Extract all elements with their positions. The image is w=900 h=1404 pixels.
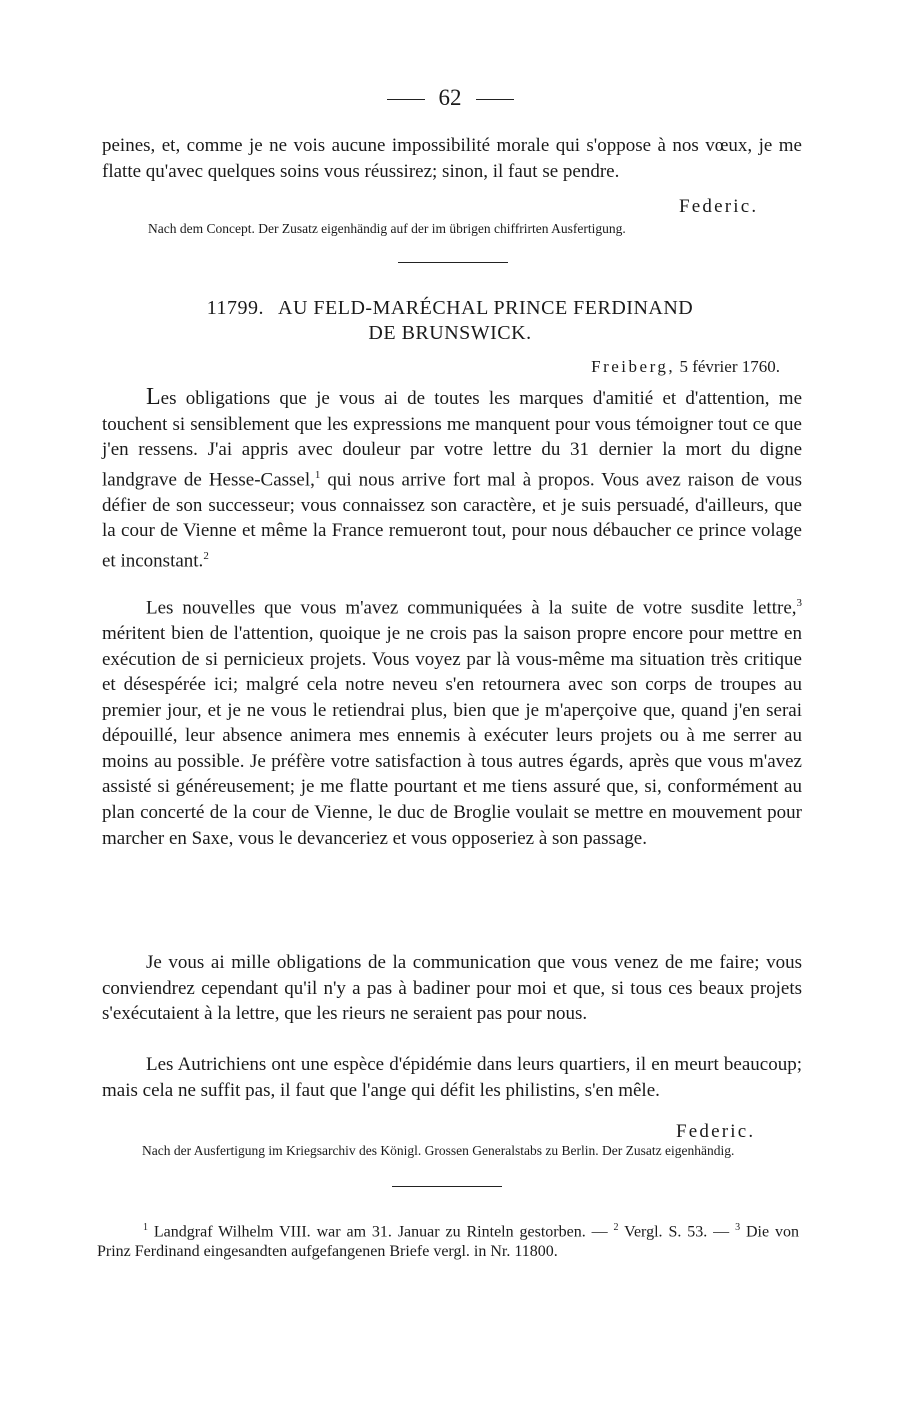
paragraph-1-text-b: qui nous arrive fort mal à propos. Vous avez raison de vous défier de son successeur; vous connaissez son caractère, et je suis persuadé, d'ailleurs, que la cour de Vienne et même la France remueront tout, pour nous débaucher ce prince volage et inconstant. (102, 469, 802, 572)
intro-paragraph: peines, et, comme je ne vois aucune impossibilité morale qui s'oppose à nos vœux, je me flatte qu'avec quelques soins vous réussirez; sinon, il faut se pendre. (102, 135, 802, 182)
footnote-2-text: Vergl. S. 53. — (618, 1223, 736, 1241)
paragraph-1 (102, 385, 802, 574)
letter-title-line-2: DE BRUNSWICK. (368, 322, 532, 344)
divider-1 (398, 262, 508, 263)
footnotes (97, 1218, 799, 1261)
page-header (0, 84, 900, 112)
paragraph-2-text-b: méritent bien de l'attention, quoique je ne crois pas la saison propre encore pour mettre en exécution de si pernicieux projets. Vous voyez par là vous-même ma situation très critique et désespérée ici; malgré cela notre neveu s'en retournera avec son corps de troupes au premier jour, et je ne vous le retiendrai plus, bien que je m'aperçoive que, quand j'en serai dépouillé, leur absence animera mes ennemis à exécuter leurs projets ou à me serrer au moins au possible. Je préfère votre satisfaction à tous autres égards, après que vous m'avez assisté si généreusement; je me flatte pourtant et me tiens assuré que, si, conformément au plan concerté de la cour de Vienne, le duc de Broglie voulait se mettre en mouvement pour marcher en Saxe, vous le devanceriez et vous opposeriez à son passage. (102, 622, 802, 849)
footnote-ref-2[interactable]: 2 (203, 549, 209, 562)
footnote-3-number: 3 (735, 1222, 741, 1233)
paragraph-3: Je vous ai mille obligations de la communication que vous venez de me faire; vous conviendrez cependant qu'il n'y a pas à badiner pour moi et que, si tous ces beaux projets s'exécutaient à la lettre, que les rieurs ne seraient pas pour nous. (102, 952, 802, 1025)
header-dash-right (476, 99, 514, 100)
paragraph-2-text-a: Les nouvelles que vous m'avez communiquées à la suite de votre susdite lettre, (146, 597, 797, 619)
footnote-2-number: 2 (613, 1222, 619, 1233)
paragraph-1-text-a: es obligations que je vous ai de toutes les marques d'amitié et d'attention, me touchent si sensiblement que les expressions me manquent pour vous témoigner tout ce que j'en ressens. J'ai appris avec douleur par votre lettre du 31 dernier la mort du digne landgrave de Hesse-Cassel, (102, 388, 802, 491)
signature-2: Federic. (676, 1121, 756, 1142)
place-date (591, 357, 780, 377)
letter-title-2 (0, 321, 900, 346)
footnote-ref-3[interactable]: 3 (796, 597, 802, 609)
letter-title-line-1: AU FELD-MARÉCHAL PRINCE FERDINAND (278, 297, 694, 319)
letter-number: 11799. (206, 297, 265, 319)
place: Freiberg, (591, 357, 676, 376)
paragraph-4: Les Autrichiens ont une espèce d'épidémie dans leurs quartiers, il en meurt beaucoup; mais cela ne suffit pas, il faut que l'ange qui défit les philistins, s'en mêle. (102, 1054, 802, 1101)
source-note-1: Nach dem Concept. Der Zusatz eigenhändig auf der im übrigen chiffrirten Ausfertigung. (148, 221, 626, 236)
footnote-3-text: Die von Prinz Ferdinand eingesandten aufgefangenen Briefe vergl. in Nr. 11800. (97, 1223, 799, 1260)
page-number: 62 (438, 85, 462, 110)
footnote-ref-1[interactable]: 1 (314, 468, 321, 481)
divider-2 (392, 1186, 502, 1187)
footnote-1-number: 1 (143, 1222, 148, 1233)
header-dash-left (387, 99, 425, 100)
drop-initial: L (146, 384, 161, 410)
letter-title (0, 296, 900, 321)
signature-1: Federic. (679, 196, 759, 217)
paragraph-2 (102, 591, 802, 851)
source-note-2: Nach der Ausfertigung im Kriegsarchiv des Königl. Grossen Generalstabs zu Berlin. Der Zusatz eigenhändig. (142, 1143, 735, 1158)
date: 5 février 1760. (679, 357, 780, 376)
footnote-1-text: Landgraf Wilhelm VIII. war am 31. Januar zu Rinteln gestorben. — (148, 1223, 614, 1241)
